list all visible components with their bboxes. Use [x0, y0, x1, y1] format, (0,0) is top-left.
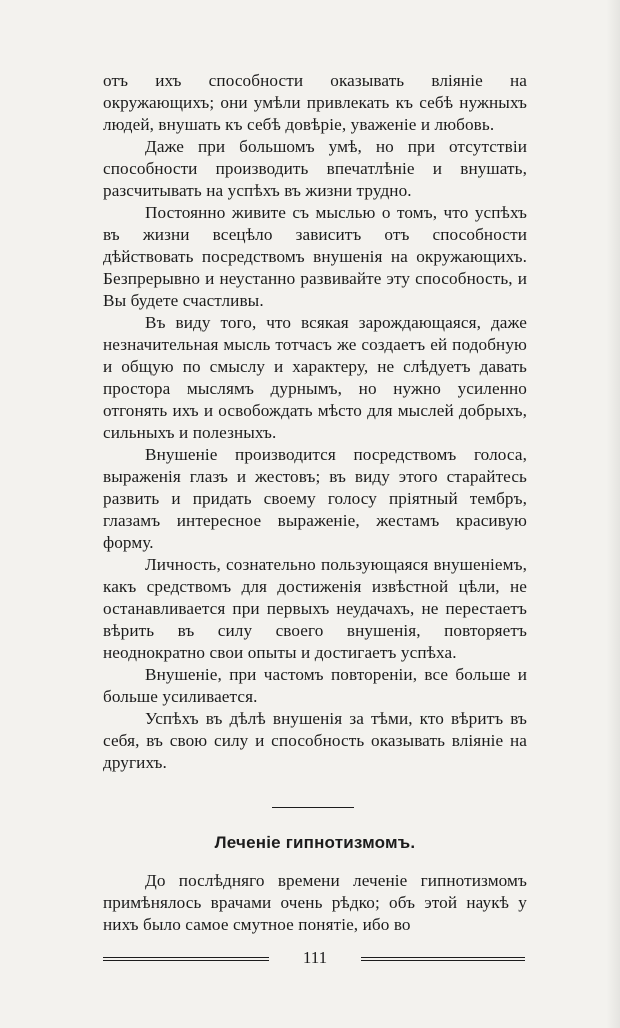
paragraph-1: отъ ихъ способности оказывать вліяніе на окружающихъ; они умѣли привлекать къ себѣ нужныхъ людей, внушать къ себѣ довѣріе, уваженіе и любовь.	[103, 71, 527, 134]
paragraph-8: Успѣхъ въ дѣлѣ внушенія за тѣми, кто вѣритъ въ себя, въ свою силу и способность оказывать вліяніе на другихъ.	[103, 709, 527, 772]
paragraph-3: Постоянно живите съ мыслью о томъ, что успѣхъ въ жизни всецѣло зависитъ отъ способности дѣйствовать посредствомъ внушенія на окружающихъ. Безпрерывно и неустанно развивайте эту способность, и Вы будете счастливы.	[103, 203, 527, 310]
footer-rule-left	[103, 957, 269, 961]
paragraph-7: Внушеніе, при частомъ повтореніи, все больше и больше усиливается.	[103, 665, 527, 706]
main-text	[103, 70, 527, 774]
paragraph-5: Внушеніе производится посредствомъ голоса, выраженія глазъ и жестовъ; въ виду этого старайтесь развить и придать своему голосу пріятный тембръ, глазамъ интересное выраженіе, жестамъ красивую форму.	[103, 445, 527, 552]
section-heading: Леченіе гипнотизмомъ.	[214, 833, 416, 852]
footer-rule-right	[361, 957, 525, 961]
section-divider	[272, 807, 354, 808]
page-footer	[103, 950, 523, 970]
section-text	[103, 870, 527, 936]
paragraph-2: Даже при большомъ умѣ, но при отсутствіи способности производить впечатлѣніе и внушать, разсчитывать на успѣхъ въ жизни трудно.	[103, 137, 527, 200]
page-number: 111	[302, 948, 328, 967]
paragraph-6: Личность, сознательно пользующаяся внушеніемъ, какъ средствомъ для достиженія извѣстной цѣли, не останавливается при первыхъ неудачахъ, не перестаетъ вѣрить въ силу своего внушенія, повторяетъ неоднократно свои опыты и достигаетъ успѣха.	[103, 555, 527, 662]
section-paragraph: До послѣдняго времени леченіе гипнотизмомъ примѣнялось врачами очень рѣдко; объ этой наукѣ у нихъ было самое смутное понятіе, ибо во	[103, 871, 527, 934]
page-edge-shadow	[606, 0, 620, 1028]
paragraph-4: Въ виду того, что всякая зарождающаяся, даже незначительная мысль тотчасъ же создаетъ ей подобную и общую по смыслу и характеру, не слѣдуетъ давать простора мыслямъ дурнымъ, но нужно усиленно отгонять ихъ и освобождать мѣсто для мыслей добрыхъ, сильныхъ и полезныхъ.	[103, 313, 527, 442]
